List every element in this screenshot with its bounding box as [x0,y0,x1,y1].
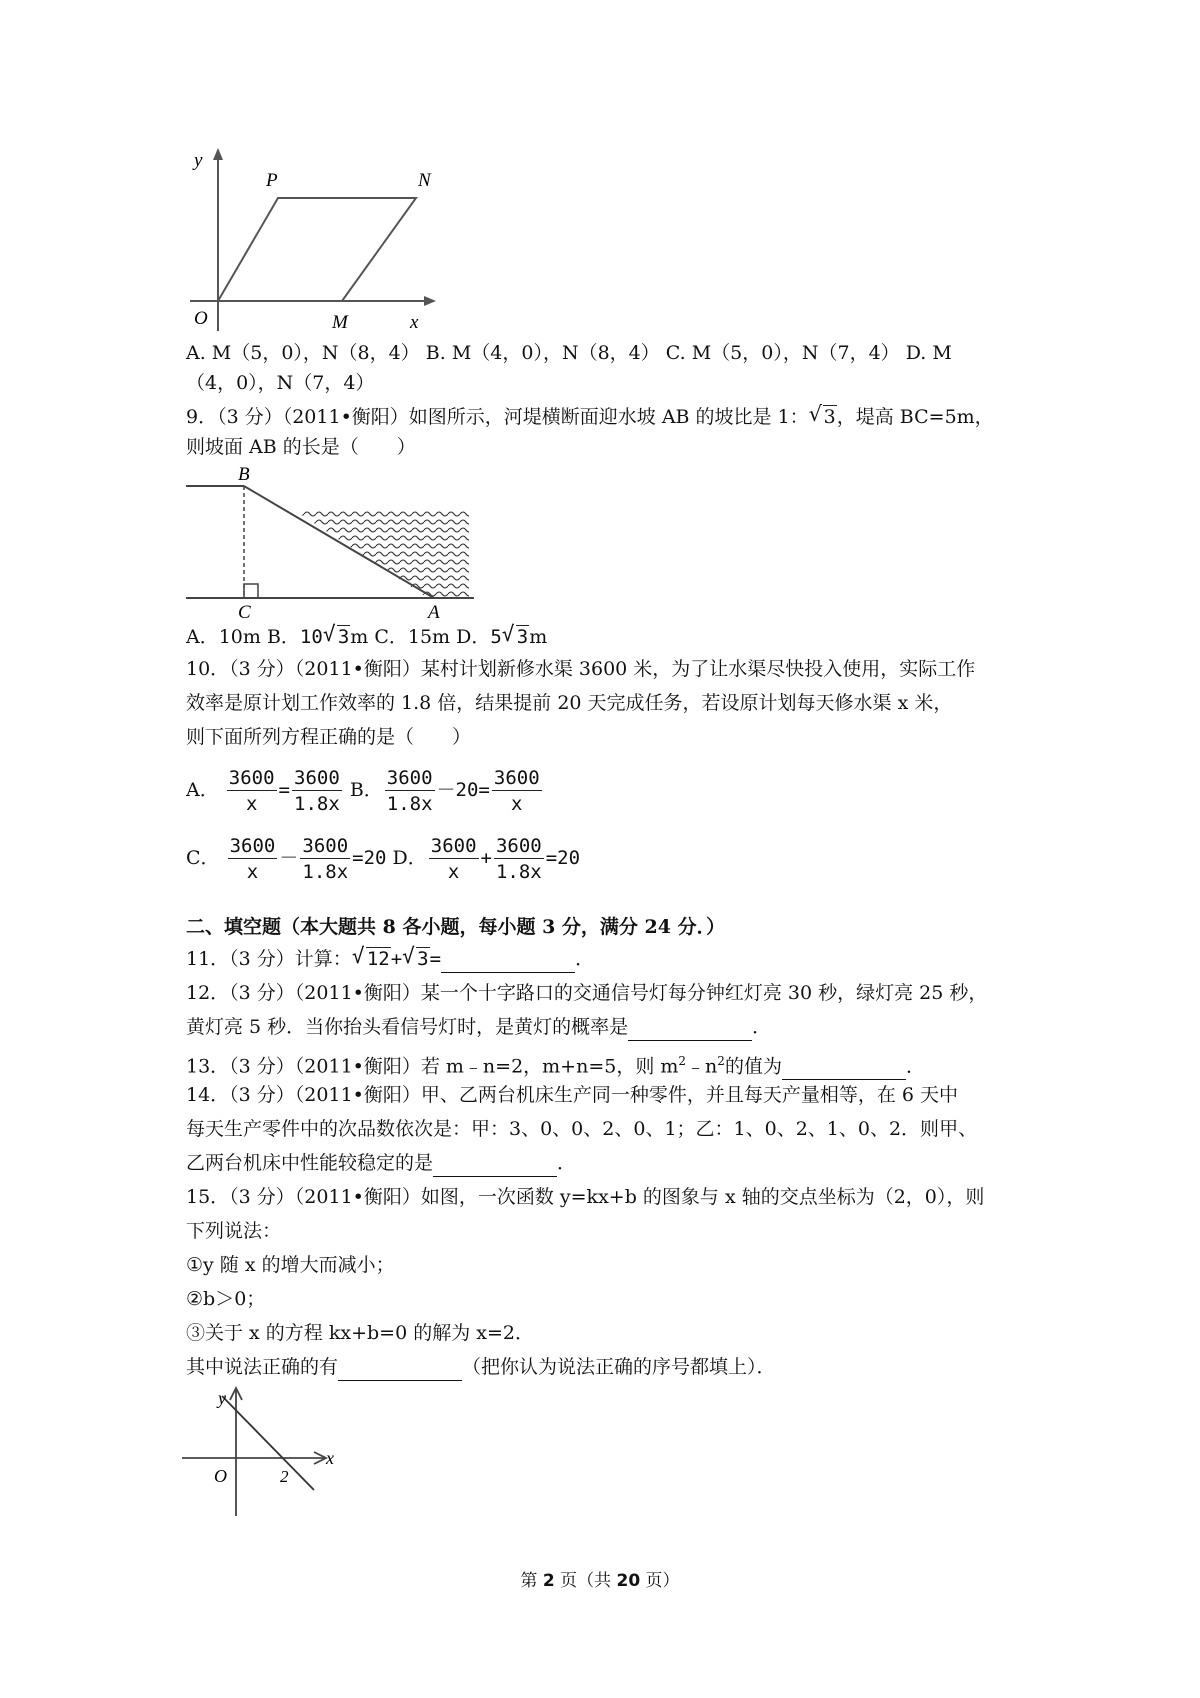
section-2-title: 二、填空题（本大题共 8 各小题，每小题 3 分，满分 24 分．） [186,916,726,938]
sqrt-3: √ 3 [808,402,836,428]
label-o: O [214,1466,227,1486]
y-axis-arrow [213,148,223,160]
q9-option-a: A．10m B． [186,626,300,648]
q13-post: 的值为 [724,1055,782,1078]
q13-stem: 13．（3 分）（2011•衡阳）若 m﹣n=2，m+n=5，则 m [186,1055,679,1078]
q10-options-ab [186,760,544,820]
label-o: O [194,308,208,329]
fraction: $\frac{3600}{1.8x}$ [495,834,542,883]
q10-label-a: A． [186,779,219,801]
footer-mid: 页（共 [554,1571,617,1591]
label-2: 2 [280,1467,289,1486]
q10-stem-line3: 则下面所列方程正确的是（ ） [186,726,472,748]
q13-end: ． [905,1055,925,1078]
answer-blank [441,946,575,973]
q15-stem: 其中说法正确的有 [186,1356,339,1378]
answer-blank [338,1354,462,1381]
parallelogram-shape [218,198,416,301]
linear-function-figure [180,1384,340,1518]
fraction: $\frac{3600}{x}$ [228,766,275,815]
plus-sign: + [390,948,403,970]
fraction: $\frac{3600}{1.8x}$ [386,766,433,815]
label-m: M [332,312,348,333]
sqrt-3: √ 3 [322,622,350,648]
label-p: P [266,170,278,191]
label-b: B [238,464,250,485]
q10-label-d: D． [392,847,427,869]
q15-line2: 下列说法： [186,1220,282,1242]
q11-end: ． [575,948,595,970]
q9-option-d-coef: 5 [490,626,502,648]
answer-blank [628,1014,752,1041]
q8-options-line1: A. M（5，0），N（8，4） B. M（4，0），N（8，4） C. M（5，0），N（7，4） D. M [186,342,952,364]
q11 [186,946,594,973]
q9-stem-post: ，堤高 BC=5m， [836,406,994,428]
q15-answer-line [186,1354,776,1381]
label-y: y [194,150,203,171]
q13-mid: ﹣n [686,1055,718,1078]
equals-sign: = [429,948,442,970]
footer-post: 页） [640,1571,680,1591]
parallelogram-figure [180,146,440,336]
minus-sign: － [279,847,299,869]
sqrt-3: √ 3 [402,944,429,970]
q10-label-b: B． [349,779,383,801]
equals-20: =20 [352,847,387,869]
q12-end: ． [752,1016,772,1038]
fraction: $\frac{3600}{1.8x}$ [294,766,340,815]
q11-stem: 11．（3 分）计算： [186,948,352,970]
label-y: y [218,1388,226,1408]
q13 [186,1048,925,1080]
answer-blank [433,1150,557,1177]
superscript: 2 [717,1054,725,1068]
q12-stem: 黄灯亮 5 秒．当你抬头看信号灯时，是黄灯的概率是 [186,1016,629,1038]
label-x: x [326,1448,334,1468]
label-x: x [410,312,419,333]
q9-option-d-unit: m [529,626,548,648]
minus-20-equals: －20= [436,779,490,801]
q15-statement-2: ②b＞0； [186,1288,266,1310]
page-total: 20 [616,1571,641,1591]
x-axis-arrow [424,296,436,306]
q15-statement-3: ③关于 x 的方程 kx+b=0 的解为 x=2． [186,1322,534,1344]
label-a: A [428,602,440,620]
answer-blank [782,1053,906,1080]
page-footer [0,1566,1200,1591]
fraction: $\frac{3600}{1.8x}$ [302,834,349,883]
q9-options [186,624,547,650]
q12-line2 [186,1014,771,1041]
q15-line1: 15．（3 分）（2011•衡阳）如图，一次函数 y=kx+b 的图象与 x 轴的交点坐标为（2，0），则 [186,1186,985,1208]
q9-stem-pre: 9．（3 分）（2011•衡阳）如图所示，河堤横断面迎水坡 AB 的坡比是 1： [186,406,809,428]
q14-end: ． [557,1152,577,1174]
q10-stem-line1: 10．（3 分）（2011•衡阳）某村计划新修水渠 3600 米，为了让水渠尽快投入使用，实际工作 [186,658,976,680]
equals-20: =20 [545,847,581,869]
label-c: C [238,602,251,620]
q8-options-line2: （4，0），N（7，4） [186,372,375,394]
footer-pre: 第 [520,1571,543,1591]
q14-line3 [186,1150,576,1177]
sqrt-12: √ 12 [351,944,390,970]
q12-line1: 12．（3 分）（2011•衡阳）某一个十字路口的交通信号灯每分钟红灯亮 30 秒，绿灯亮 25 秒， [186,982,988,1004]
fraction: $\frac{3600}{x}$ [229,834,276,883]
fraction: $\frac{3600}{x}$ [430,834,477,883]
q15-note: （把你认为说法正确的序号都填上）． [462,1356,776,1378]
q14-stem: 乙两台机床中性能较稳定的是 [186,1152,434,1174]
sqrt-3: √ 3 [501,622,529,648]
plus-sign: + [480,847,492,869]
fraction: $\frac{3600}{x}$ [493,766,540,815]
q9-stem-line1 [186,404,994,430]
right-angle-mark [244,584,258,598]
q14-line1: 14．（3 分）（2011•衡阳）甲、乙两台机床生产同一种零件，并且每天产量相等，在 6 天中 [186,1084,959,1106]
q15-statement-1: ①y 随 x 的增大而减小； [186,1254,395,1276]
q14-line2: 每天生产零件中的次品数依次是：甲：3、0、0、2、0、1；乙：1、0、2、1、0、2．则甲、 [186,1118,978,1140]
q10-label-c: C． [186,847,220,869]
q10-options-cd [186,828,580,888]
label-n: N [418,170,431,191]
q10-stem-line2: 效率是原计划工作效率的 1.8 倍，结果提前 20 天完成任务，若设原计划每天修水渠 x 米， [186,692,953,714]
embankment-figure [184,462,484,620]
water-area [294,510,469,598]
q9-option-b-unit: m C．15m D． [350,626,491,648]
superscript: 2 [678,1054,687,1068]
equals-sign: = [278,779,290,801]
q9-stem-line2: 则坡面 AB 的长是（ ） [186,436,416,458]
q9-option-b-coef: 10 [299,626,323,648]
page-number: 2 [542,1571,555,1591]
